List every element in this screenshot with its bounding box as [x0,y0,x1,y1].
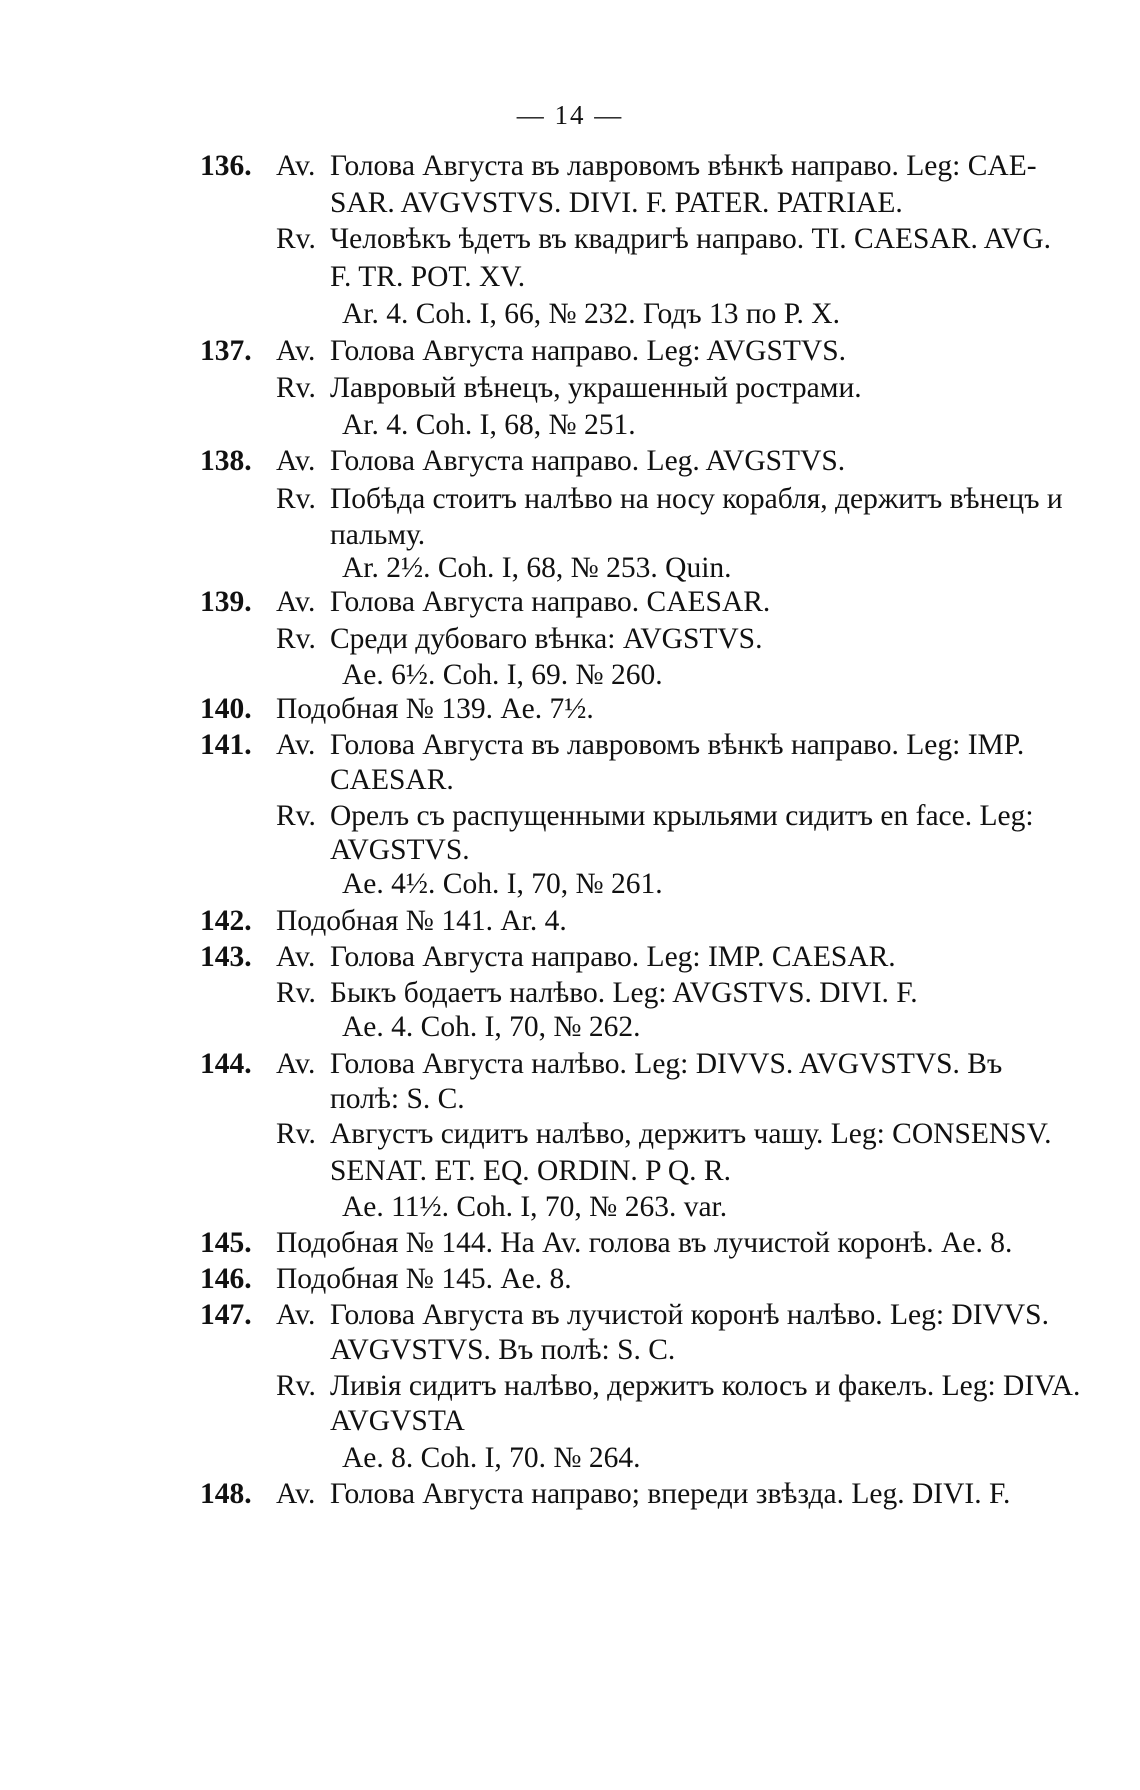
line-text: Голова Августа направо. CAESAR. [330,586,771,618]
side-label: Av. [276,729,316,761]
line-text: Среди дубоваго вѣнка: AVGSTVS. [330,623,763,655]
line-text: Ar. 2½. Coh. I, 68, № 253. Quin. [342,552,732,584]
line-text: Ae. 11½. Coh. I, 70, № 263. var. [342,1191,728,1223]
side-label: Rv. [276,483,316,515]
line-text: Ae. 4½. Coh. I, 70, № 261. [342,868,663,900]
line-text: Подобная № 141. Ar. 4. [276,905,567,937]
line-text: Голова Августа направо. Leg. AVGSTVS. [330,445,846,477]
side-label: Av. [276,941,316,973]
line-text: Голова Августа въ лавровомъ вѣнкѣ направо. Leg: CAE- [330,150,1037,182]
side-label: Rv. [276,623,316,655]
line-text: AVGVSTA [330,1405,465,1437]
entry-number: 140. [200,693,252,725]
line-text: Быкъ бодаетъ налѣво. Leg: AVGSTVS. DIVI. F. [330,977,918,1009]
line-text: полѣ: S. C. [330,1083,465,1115]
entry-number: 139. [200,586,252,618]
side-label: Av. [276,586,316,618]
page-number: — 14 — [516,100,624,130]
line-text: Подобная № 144. На Av. голова въ лучистой коронѣ. Ae. 8. [276,1227,1013,1259]
side-label: Av. [276,1478,316,1510]
entry-number: 137. [200,335,252,367]
side-label: Rv. [276,1118,316,1150]
line-text: Голова Августа направо; впереди звѣзда. Leg. DIVI. F. [330,1478,1011,1510]
entry-number: 136. [200,150,252,182]
line-text: Августъ сидитъ налѣво, держитъ чашу. Leg: CONSENSV. [330,1118,1052,1150]
line-text: Голова Августа направо. Leg: AVGSTVS. [330,335,846,367]
line-text: SENAT. ET. EQ. ORDIN. P Q. R. [330,1155,731,1187]
side-label: Av. [276,335,316,367]
line-text: Голова Августа налѣво. Leg: DIVVS. AVGVSTVS. Въ [330,1048,1003,1080]
line-text: Лавровый вѣнецъ, украшенный рострами. [330,372,862,404]
line-text: SAR. AVGVSTVS. DIVI. F. PATER. PATRIAE. [330,187,903,219]
entry-number: 148. [200,1478,252,1510]
line-text: AVGVSTVS. Въ полѣ: S. C. [330,1334,676,1366]
side-label: Rv. [276,1370,316,1402]
side-label: Rv. [276,223,316,255]
line-text: Голова Августа въ лавровомъ вѣнкѣ направо. Leg: IMP. [330,729,1025,761]
line-text: AVGSTVS. [330,834,470,866]
side-label: Rv. [276,977,316,1009]
entry-number: 144. [200,1048,252,1080]
line-text: Ae. 6½. Coh. I, 69. № 260. [342,659,663,691]
line-text: пальму. [330,519,426,551]
line-text: Побѣда стоитъ налѣво на носу корабля, держитъ вѣнецъ и [330,483,1063,515]
side-label: Av. [276,1048,316,1080]
line-text: Ar. 4. Coh. I, 66, № 232. Годъ 13 по Р. Х. [342,298,840,330]
entry-number: 143. [200,941,252,973]
side-label: Av. [276,445,316,477]
line-text: Голова Августа направо. Leg: IMP. CAESAR. [330,941,896,973]
line-text: F. TR. POT. XV. [330,261,526,293]
side-label: Av. [276,150,316,182]
line-text: Ae. 4. Coh. I, 70, № 262. [342,1011,641,1043]
line-text: Голова Августа въ лучистой коронѣ налѣво. Leg: DIVVS. [330,1299,1049,1331]
line-text: Подобная № 145. Ae. 8. [276,1263,572,1295]
entry-number: 147. [200,1299,252,1331]
side-label: Rv. [276,372,316,404]
side-label: Rv. [276,800,316,832]
line-text: Подобная № 139. Ae. 7½. [276,693,594,725]
entry-number: 145. [200,1227,252,1259]
entry-number: 141. [200,729,252,761]
line-text: CAESAR. [330,764,454,796]
line-text: Ar. 4. Coh. I, 68, № 251. [342,409,636,441]
line-text: Ливія сидитъ налѣво, держитъ колосъ и факелъ. Leg: DIVA. [330,1370,1081,1402]
line-text: Человѣкъ ѣдетъ въ квадригѣ направо. TI. CAESAR. AVG. [330,223,1052,255]
entry-number: 138. [200,445,252,477]
line-text: Ae. 8. Coh. I, 70. № 264. [342,1442,641,1474]
side-label: Av. [276,1299,316,1331]
line-text: Орелъ съ распущенными крыльями сидитъ en face. Leg: [330,800,1034,832]
entry-number: 146. [200,1263,252,1295]
entry-number: 142. [200,905,252,937]
